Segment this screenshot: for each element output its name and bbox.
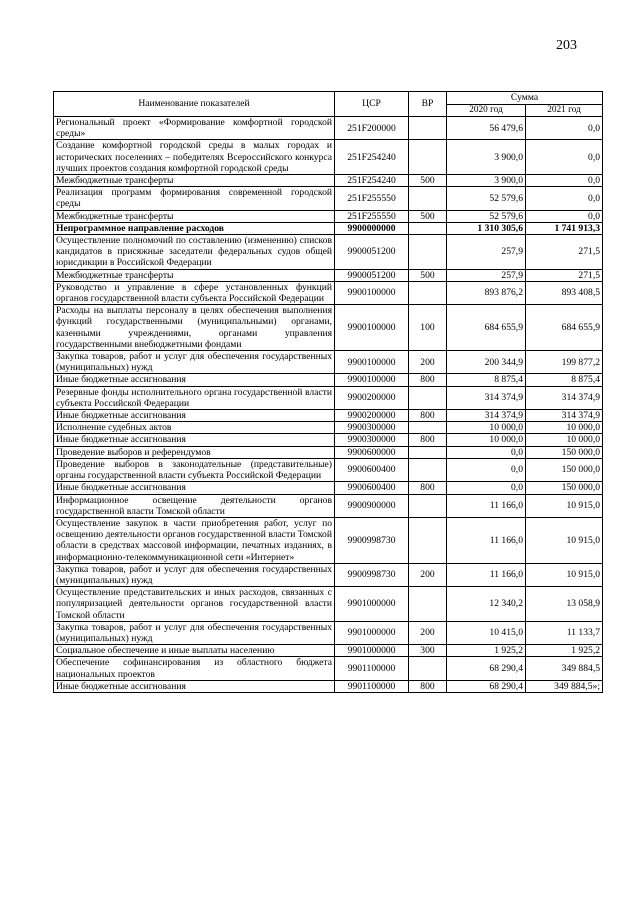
row-amount-2020: 257,9 xyxy=(447,269,526,281)
row-amount-2020: 893 876,2 xyxy=(447,281,526,304)
row-vr-code: 100 xyxy=(409,305,447,351)
row-amount-2021: 199 877,2 xyxy=(526,351,603,374)
row-amount-2020: 314 374,9 xyxy=(447,410,526,422)
table-row xyxy=(54,563,603,586)
row-amount-2020: 11 166,0 xyxy=(447,494,526,517)
row-amount-2021: 271,5 xyxy=(526,269,603,281)
row-amount-2021: 10 915,0 xyxy=(526,517,603,563)
row-vr-code xyxy=(409,587,447,622)
row-amount-2020: 257,9 xyxy=(447,235,526,270)
row-csr-code: 9900900000 xyxy=(335,494,409,517)
row-amount-2020: 11 166,0 xyxy=(447,563,526,586)
header-csr: ЦСР xyxy=(335,92,409,117)
row-csr-code: 9900998730 xyxy=(335,563,409,586)
row-name: Закупка товаров, работ и услуг для обеспечения государственных (муниципальных) нужд xyxy=(54,351,335,374)
row-name: Обеспечение софинансирования из областного бюджета национальных проектов xyxy=(54,657,335,680)
row-csr-code: 251F255550 xyxy=(335,210,409,222)
row-amount-2021: 893 408,5 xyxy=(526,281,603,304)
row-name: Реализация программ формирования современной городской среды xyxy=(54,187,335,210)
row-vr-code xyxy=(409,187,447,210)
table-row xyxy=(54,187,603,210)
row-vr-code xyxy=(409,517,447,563)
row-vr-code: 200 xyxy=(409,351,447,374)
table-row xyxy=(54,351,603,374)
row-name: Создание комфортной городской среды в малых городах и исторических поселениях – победителях Всероссийского конкурса лучших проектов создания комфортной городской среды xyxy=(54,140,335,175)
row-csr-code: 9901000000 xyxy=(335,587,409,622)
row-amount-2020: 3 900,0 xyxy=(447,140,526,175)
budget-table xyxy=(53,91,603,693)
table-row xyxy=(54,305,603,351)
row-csr-code: 9900000000 xyxy=(335,222,409,234)
table-row xyxy=(54,587,603,622)
row-vr-code: 800 xyxy=(409,410,447,422)
row-name: Закупка товаров, работ и услуг для обеспечения государственных (муниципальных) нужд xyxy=(54,563,335,586)
row-vr-code: 800 xyxy=(409,680,447,692)
row-amount-2021: 314 374,9 xyxy=(526,386,603,409)
row-csr-code: 9900200000 xyxy=(335,410,409,422)
row-name: Межбюджетные трансферты xyxy=(54,210,335,222)
table-row xyxy=(54,269,603,281)
row-amount-2020: 10 415,0 xyxy=(447,621,526,644)
row-csr-code: 9900100000 xyxy=(335,281,409,304)
row-name: Иные бюджетные ассигнования xyxy=(54,680,335,692)
row-vr-code xyxy=(409,657,447,680)
table-row xyxy=(54,680,603,692)
row-amount-2021: 0,0 xyxy=(526,140,603,175)
table-row xyxy=(54,410,603,422)
row-name: Проведение выборов и референдумов xyxy=(54,446,335,458)
table-header-row xyxy=(54,92,603,105)
row-amount-2020: 684 655,9 xyxy=(447,305,526,351)
row-csr-code: 251F255550 xyxy=(335,187,409,210)
row-amount-2020: 12 340,2 xyxy=(447,587,526,622)
row-vr-code: 500 xyxy=(409,175,447,187)
row-amount-2020: 11 166,0 xyxy=(447,517,526,563)
row-csr-code: 251F254240 xyxy=(335,175,409,187)
row-amount-2021: 314 374,9 xyxy=(526,410,603,422)
row-amount-2020: 10 000,0 xyxy=(447,422,526,434)
table-row xyxy=(54,621,603,644)
row-amount-2021: 150 000,0 xyxy=(526,458,603,481)
row-name: Информационное освещение деятельности органов государственной власти Томской области xyxy=(54,494,335,517)
row-csr-code: 9900200000 xyxy=(335,386,409,409)
row-amount-2020: 0,0 xyxy=(447,482,526,494)
row-vr-code: 800 xyxy=(409,434,447,446)
row-name: Исполнение судебных актов xyxy=(54,422,335,434)
table-row xyxy=(54,374,603,386)
table-row xyxy=(54,140,603,175)
row-amount-2021: 684 655,9 xyxy=(526,305,603,351)
row-name: Региональный проект «Формирование комфортной городской среды» xyxy=(54,117,335,140)
row-name: Непрограммное направление расходов xyxy=(54,222,335,234)
row-amount-2021: 349 884,5 xyxy=(526,657,603,680)
row-vr-code: 200 xyxy=(409,621,447,644)
table-row xyxy=(54,210,603,222)
row-amount-2021: 271,5 xyxy=(526,235,603,270)
row-name: Социальное обеспечение и иные выплаты населению xyxy=(54,645,335,657)
row-name: Иные бюджетные ассигнования xyxy=(54,374,335,386)
table-row xyxy=(54,458,603,481)
row-name: Осуществление закупок в части приобретения работ, услуг по освещению деятельности органов государственной власти Томской области в средствах массовой информации, печатных изданиях, в информационно-телекоммуникационной сети «Интернет» xyxy=(54,517,335,563)
row-vr-code: 300 xyxy=(409,645,447,657)
row-amount-2021: 1 741 913,3 xyxy=(526,222,603,234)
row-vr-code xyxy=(409,446,447,458)
row-csr-code: 9900600400 xyxy=(335,482,409,494)
row-vr-code: 500 xyxy=(409,210,447,222)
table-row xyxy=(54,494,603,517)
header-year-2020: 2020 год xyxy=(447,104,526,117)
row-csr-code: 9901000000 xyxy=(335,645,409,657)
row-amount-2021: 150 000,0 xyxy=(526,482,603,494)
page-number: 203 xyxy=(556,38,577,53)
row-amount-2021: 0,0 xyxy=(526,210,603,222)
row-vr-code xyxy=(409,458,447,481)
row-amount-2021: 0,0 xyxy=(526,187,603,210)
header-name: Наименование показателей xyxy=(54,92,335,117)
row-csr-code: 9901100000 xyxy=(335,680,409,692)
row-amount-2020: 56 479,6 xyxy=(447,117,526,140)
table-row xyxy=(54,281,603,304)
row-csr-code: 9900998730 xyxy=(335,517,409,563)
table-row xyxy=(54,482,603,494)
table-body xyxy=(54,117,603,693)
row-amount-2021: 13 058,9 xyxy=(526,587,603,622)
row-csr-code: 9900100000 xyxy=(335,351,409,374)
table-row xyxy=(54,422,603,434)
row-vr-code xyxy=(409,222,447,234)
row-name: Закупка товаров, работ и услуг для обеспечения государственных (муниципальных) нужд xyxy=(54,621,335,644)
row-name: Расходы на выплаты персоналу в целях обеспечения выполнения функций государственными (муниципальными) органами, казенными учреждениями, органами управления государственными внебюджетными фондами xyxy=(54,305,335,351)
row-vr-code xyxy=(409,235,447,270)
header-year-2021: 2021 год xyxy=(526,104,603,117)
row-amount-2021: 0,0 xyxy=(526,175,603,187)
row-vr-code: 800 xyxy=(409,482,447,494)
row-csr-code: 9900300000 xyxy=(335,434,409,446)
row-csr-code: 9901000000 xyxy=(335,621,409,644)
row-vr-code: 500 xyxy=(409,269,447,281)
row-amount-2021: 11 133,7 xyxy=(526,621,603,644)
row-amount-2020: 0,0 xyxy=(447,446,526,458)
header-sum: Сумма xyxy=(447,92,603,105)
row-amount-2020: 0,0 xyxy=(447,458,526,481)
row-amount-2020: 1 310 305,6 xyxy=(447,222,526,234)
header-vr: ВР xyxy=(409,92,447,117)
row-vr-code xyxy=(409,494,447,517)
row-amount-2020: 3 900,0 xyxy=(447,175,526,187)
row-amount-2020: 8 875,4 xyxy=(447,374,526,386)
row-name: Межбюджетные трансферты xyxy=(54,269,335,281)
row-name: Осуществление полномочий по составлению (изменению) списков кандидатов в присяжные заседатели федеральных судов общей юрисдикции в Российской Федерации xyxy=(54,235,335,270)
row-amount-2020: 200 344,9 xyxy=(447,351,526,374)
row-amount-2021: 10 915,0 xyxy=(526,494,603,517)
row-csr-code: 9900600400 xyxy=(335,458,409,481)
row-vr-code xyxy=(409,386,447,409)
row-csr-code: 9900051200 xyxy=(335,269,409,281)
row-name: Иные бюджетные ассигнования xyxy=(54,482,335,494)
row-name: Проведение выборов в законодательные (представительные) органы государственной власти субъекта Российской Федерации xyxy=(54,458,335,481)
table-row xyxy=(54,386,603,409)
row-amount-2020: 1 925,2 xyxy=(447,645,526,657)
row-amount-2021: 349 884,5»; xyxy=(526,680,603,692)
row-name: Руководство и управление в сфере установленных функций органов государственной власти субъекта Российской Федерации xyxy=(54,281,335,304)
row-amount-2021: 150 000,0 xyxy=(526,446,603,458)
row-amount-2021: 8 875,4 xyxy=(526,374,603,386)
table-row xyxy=(54,657,603,680)
row-amount-2020: 314 374,9 xyxy=(447,386,526,409)
row-name: Резервные фонды исполнительного органа государственной власти субъекта Российской Федерации xyxy=(54,386,335,409)
row-csr-code: 9900600000 xyxy=(335,446,409,458)
row-vr-code: 200 xyxy=(409,563,447,586)
row-vr-code: 800 xyxy=(409,374,447,386)
row-amount-2021: 0,0 xyxy=(526,117,603,140)
row-csr-code: 9901100000 xyxy=(335,657,409,680)
row-name: Осуществление представительских и иных расходов, связанных с популяризацией деятельности органов государственной власти Томской области xyxy=(54,587,335,622)
row-vr-code xyxy=(409,422,447,434)
row-csr-code: 9900300000 xyxy=(335,422,409,434)
table-row xyxy=(54,117,603,140)
table-row xyxy=(54,517,603,563)
row-name: Иные бюджетные ассигнования xyxy=(54,434,335,446)
table-row xyxy=(54,175,603,187)
table-row xyxy=(54,235,603,270)
row-csr-code: 9900100000 xyxy=(335,305,409,351)
table-row xyxy=(54,446,603,458)
row-amount-2021: 10 000,0 xyxy=(526,434,603,446)
table-row xyxy=(54,645,603,657)
row-amount-2020: 68 290,4 xyxy=(447,680,526,692)
row-amount-2021: 10 000,0 xyxy=(526,422,603,434)
row-amount-2020: 52 579,6 xyxy=(447,210,526,222)
row-csr-code: 9900100000 xyxy=(335,374,409,386)
row-amount-2020: 68 290,4 xyxy=(447,657,526,680)
row-vr-code xyxy=(409,140,447,175)
row-amount-2021: 1 925,2 xyxy=(526,645,603,657)
row-csr-code: 9900051200 xyxy=(335,235,409,270)
table-row xyxy=(54,222,603,234)
row-amount-2021: 10 915,0 xyxy=(526,563,603,586)
table-row xyxy=(54,434,603,446)
row-amount-2020: 10 000,0 xyxy=(447,434,526,446)
row-csr-code: 251F200000 xyxy=(335,117,409,140)
row-vr-code xyxy=(409,117,447,140)
row-vr-code xyxy=(409,281,447,304)
row-name: Межбюджетные трансферты xyxy=(54,175,335,187)
row-name: Иные бюджетные ассигнования xyxy=(54,410,335,422)
row-amount-2020: 52 579,6 xyxy=(447,187,526,210)
row-csr-code: 251F254240 xyxy=(335,140,409,175)
